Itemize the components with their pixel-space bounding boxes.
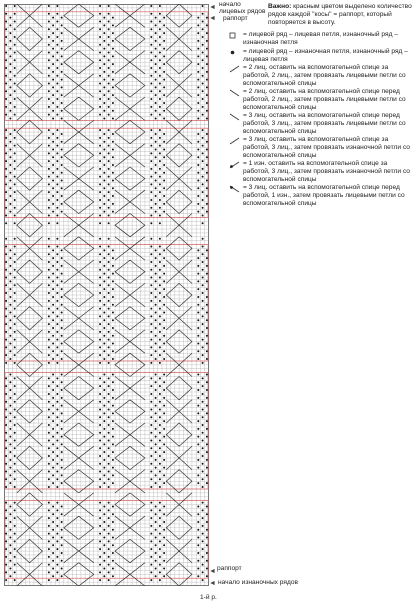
arrow-icon: ◄ [209,580,216,587]
first-row-label: 1-й р. [200,594,217,601]
cable-2-2-right-icon [229,65,240,73]
note-text: красным цветом выделено количество рядов каждой "косы" = раппорт, который повторяется в высоту. [268,3,412,26]
knitting-chart [4,4,209,586]
cable-2-2-left-icon [229,89,240,97]
cable-3-p-left-icon [229,185,240,193]
cable-1-p-right-icon [229,161,240,169]
legend-text: = лицевой ряд – лицевая петля, изнаночный ряд – изнаночная петля [243,31,398,46]
arrow-icon: ◄ [209,15,216,22]
legend-text: = лицевой ряд – изнаночная петля, изнаночный ряд – лицевая петля [243,48,408,63]
cable-3-3-right-icon [229,137,240,145]
legend-text: = 3 лиц. оставить на вспомогательной спице за работой, 3 лиц., затем провязать изнаночной петли со вспомогательной спицы [243,136,410,159]
legend-text: = 2 лиц. оставить на вспомогательной спице за работой, 2 лиц., затем провязать лицевыми петли со вспомогательной спицы [243,64,406,87]
dot-icon [229,49,240,57]
start-front-label: начало лицевых рядов [219,1,266,16]
legend-text: = 3 лиц. оставить на вспомогательной спице перед работой, 3 лиц., затем провязать лицевыми петли со вспомогательной спицы [243,112,406,135]
arrow-icon: ◄ [209,568,216,575]
start-back-label: начало изнаночных рядов [218,579,298,586]
legend-text: = 1 изн. оставить на вспомогательной спице за работой, 3 лиц., затем провязать изнаночной петли со вспомогательной спицы [243,160,410,183]
important-note [268,3,412,27]
empty-square-icon [229,32,240,40]
legend-text: = 3 лиц. оставить на вспомогательной спице перед работой, 1 изн., затем провязать лицевыми петли со вспомогательной спицы [243,184,405,207]
note-heading: Важно: [268,3,292,10]
legend-text: = 2 лиц. оставить на вспомогательной спице перед работой, 2 лиц., затем провязать лицевыми петли со вспомогательной спицы [243,88,406,111]
arrow-icon: ◄ [209,4,216,11]
cable-3-3-left-icon [229,113,240,121]
repeat-bottom-label: раппорт [217,565,242,572]
repeat-top-label: раппорт [223,15,248,22]
